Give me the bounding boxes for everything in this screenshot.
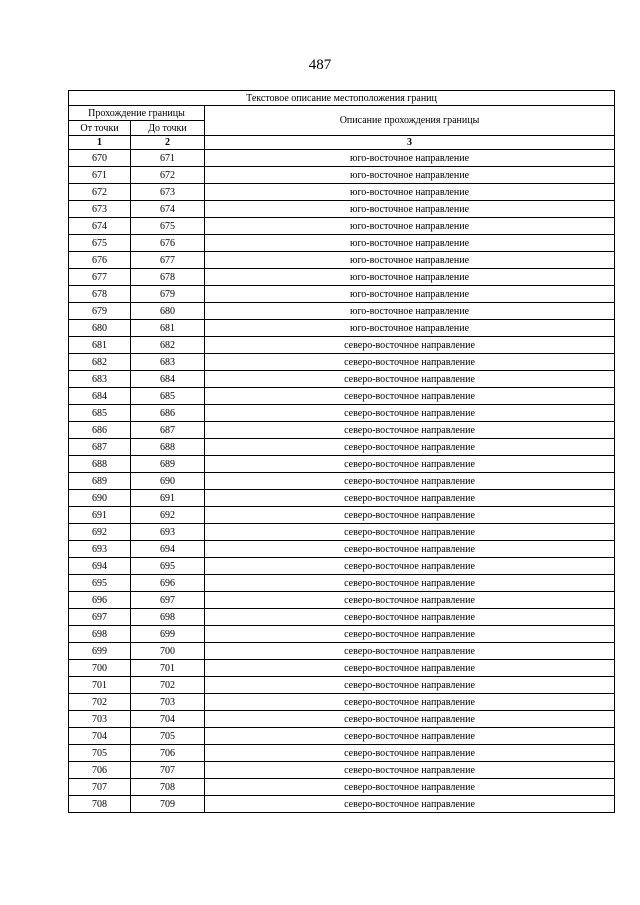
- from-point-cell: 673: [69, 201, 131, 218]
- table-body: [69, 150, 615, 813]
- description-cell: северо-восточное направление: [205, 745, 615, 762]
- table-group-row: [69, 106, 615, 121]
- description-cell: северо-восточное направление: [205, 371, 615, 388]
- group-header-boundary-passage: Прохождение границы: [69, 106, 205, 121]
- to-point-cell: 701: [131, 660, 205, 677]
- table-row: [69, 150, 615, 167]
- description-cell: юго-восточное направление: [205, 320, 615, 337]
- column-number-3: 3: [205, 136, 615, 150]
- description-cell: северо-восточное направление: [205, 626, 615, 643]
- to-point-cell: 693: [131, 524, 205, 541]
- from-point-cell: 678: [69, 286, 131, 303]
- description-cell: северо-восточное направление: [205, 575, 615, 592]
- to-point-cell: 692: [131, 507, 205, 524]
- table-row: [69, 745, 615, 762]
- from-point-cell: 708: [69, 796, 131, 813]
- boundary-description-table: [68, 90, 615, 813]
- from-point-cell: 697: [69, 609, 131, 626]
- to-point-cell: 683: [131, 354, 205, 371]
- table-row: [69, 371, 615, 388]
- to-point-cell: 671: [131, 150, 205, 167]
- table-row: [69, 507, 615, 524]
- to-point-cell: 679: [131, 286, 205, 303]
- description-cell: северо-восточное направление: [205, 388, 615, 405]
- table-row: [69, 626, 615, 643]
- to-point-cell: 709: [131, 796, 205, 813]
- from-point-cell: 671: [69, 167, 131, 184]
- to-point-cell: 704: [131, 711, 205, 728]
- from-point-cell: 698: [69, 626, 131, 643]
- from-point-cell: 682: [69, 354, 131, 371]
- description-cell: юго-восточное направление: [205, 235, 615, 252]
- description-cell: северо-восточное направление: [205, 558, 615, 575]
- to-point-cell: 706: [131, 745, 205, 762]
- header-description: Описание прохождения границы: [205, 106, 615, 136]
- to-point-cell: 699: [131, 626, 205, 643]
- to-point-cell: 697: [131, 592, 205, 609]
- to-point-cell: 675: [131, 218, 205, 235]
- description-cell: северо-восточное направление: [205, 660, 615, 677]
- to-point-cell: 682: [131, 337, 205, 354]
- from-point-cell: 674: [69, 218, 131, 235]
- from-point-cell: 683: [69, 371, 131, 388]
- from-point-cell: 695: [69, 575, 131, 592]
- from-point-cell: 681: [69, 337, 131, 354]
- table-row: [69, 303, 615, 320]
- to-point-cell: 685: [131, 388, 205, 405]
- table-row: [69, 388, 615, 405]
- from-point-cell: 702: [69, 694, 131, 711]
- table-row: [69, 490, 615, 507]
- description-cell: северо-восточное направление: [205, 677, 615, 694]
- table-row: [69, 269, 615, 286]
- description-cell: юго-восточное направление: [205, 286, 615, 303]
- to-point-cell: 681: [131, 320, 205, 337]
- to-point-cell: 698: [131, 609, 205, 626]
- to-point-cell: 690: [131, 473, 205, 490]
- table-row: [69, 473, 615, 490]
- table-row: [69, 252, 615, 269]
- table-row: [69, 320, 615, 337]
- description-cell: юго-восточное направление: [205, 218, 615, 235]
- to-point-cell: 674: [131, 201, 205, 218]
- from-point-cell: 694: [69, 558, 131, 575]
- to-point-cell: 689: [131, 456, 205, 473]
- description-cell: юго-восточное направление: [205, 303, 615, 320]
- description-cell: северо-восточное направление: [205, 796, 615, 813]
- from-point-cell: 701: [69, 677, 131, 694]
- description-cell: северо-восточное направление: [205, 473, 615, 490]
- description-cell: юго-восточное направление: [205, 184, 615, 201]
- table-row: [69, 354, 615, 371]
- description-cell: северо-восточное направление: [205, 507, 615, 524]
- table-row: [69, 609, 615, 626]
- column-numbers-row: [69, 136, 615, 150]
- to-point-cell: 684: [131, 371, 205, 388]
- description-cell: северо-восточное направление: [205, 337, 615, 354]
- table-row: [69, 439, 615, 456]
- description-cell: северо-восточное направление: [205, 354, 615, 371]
- table-row: [69, 728, 615, 745]
- column-number-2: 2: [131, 136, 205, 150]
- description-cell: северо-восточное направление: [205, 456, 615, 473]
- from-point-cell: 700: [69, 660, 131, 677]
- description-cell: северо-восточное направление: [205, 592, 615, 609]
- from-point-cell: 680: [69, 320, 131, 337]
- table-row: [69, 167, 615, 184]
- from-point-cell: 691: [69, 507, 131, 524]
- to-point-cell: 707: [131, 762, 205, 779]
- table-header: [69, 91, 615, 150]
- table-row: [69, 575, 615, 592]
- to-point-cell: 705: [131, 728, 205, 745]
- from-point-cell: 687: [69, 439, 131, 456]
- description-cell: северо-восточное направление: [205, 711, 615, 728]
- table-row: [69, 235, 615, 252]
- table-row: [69, 201, 615, 218]
- from-point-cell: 696: [69, 592, 131, 609]
- from-point-cell: 672: [69, 184, 131, 201]
- to-point-cell: 687: [131, 422, 205, 439]
- from-point-cell: 689: [69, 473, 131, 490]
- to-point-cell: 696: [131, 575, 205, 592]
- table-row: [69, 541, 615, 558]
- table-row: [69, 422, 615, 439]
- table-row: [69, 660, 615, 677]
- to-point-cell: 700: [131, 643, 205, 660]
- table-row: [69, 643, 615, 660]
- table-row: [69, 711, 615, 728]
- to-point-cell: 673: [131, 184, 205, 201]
- table-row: [69, 405, 615, 422]
- to-point-cell: 678: [131, 269, 205, 286]
- from-point-cell: 685: [69, 405, 131, 422]
- to-point-cell: 676: [131, 235, 205, 252]
- from-point-cell: 675: [69, 235, 131, 252]
- from-point-cell: 707: [69, 779, 131, 796]
- description-cell: северо-восточное направление: [205, 779, 615, 796]
- table-row: [69, 184, 615, 201]
- description-cell: северо-восточное направление: [205, 524, 615, 541]
- table-row: [69, 337, 615, 354]
- from-point-cell: 676: [69, 252, 131, 269]
- description-cell: северо-восточное направление: [205, 541, 615, 558]
- header-from-point: От точки: [69, 121, 131, 136]
- description-cell: северо-восточное направление: [205, 490, 615, 507]
- from-point-cell: 704: [69, 728, 131, 745]
- description-cell: северо-восточное направление: [205, 762, 615, 779]
- to-point-cell: 694: [131, 541, 205, 558]
- table-row: [69, 677, 615, 694]
- table-title: Текстовое описание местоположения границ: [69, 91, 615, 106]
- description-cell: северо-восточное направление: [205, 609, 615, 626]
- table-row: [69, 558, 615, 575]
- description-cell: северо-восточное направление: [205, 643, 615, 660]
- description-cell: юго-восточное направление: [205, 252, 615, 269]
- to-point-cell: 702: [131, 677, 205, 694]
- table-row: [69, 694, 615, 711]
- to-point-cell: 686: [131, 405, 205, 422]
- table-row: [69, 762, 615, 779]
- table-row: [69, 524, 615, 541]
- description-cell: северо-восточное направление: [205, 439, 615, 456]
- page-number: 487: [308, 57, 332, 73]
- table-row: [69, 592, 615, 609]
- to-point-cell: 688: [131, 439, 205, 456]
- description-cell: юго-восточное направление: [205, 167, 615, 184]
- description-cell: северо-восточное направление: [205, 728, 615, 745]
- from-point-cell: 693: [69, 541, 131, 558]
- table-row: [69, 218, 615, 235]
- from-point-cell: 688: [69, 456, 131, 473]
- to-point-cell: 691: [131, 490, 205, 507]
- description-cell: северо-восточное направление: [205, 405, 615, 422]
- from-point-cell: 703: [69, 711, 131, 728]
- table-row: [69, 456, 615, 473]
- to-point-cell: 677: [131, 252, 205, 269]
- description-cell: северо-восточное направление: [205, 422, 615, 439]
- table-row: [69, 779, 615, 796]
- to-point-cell: 672: [131, 167, 205, 184]
- from-point-cell: 686: [69, 422, 131, 439]
- to-point-cell: 695: [131, 558, 205, 575]
- table-row: [69, 286, 615, 303]
- column-number-1: 1: [69, 136, 131, 150]
- to-point-cell: 680: [131, 303, 205, 320]
- from-point-cell: 692: [69, 524, 131, 541]
- to-point-cell: 708: [131, 779, 205, 796]
- from-point-cell: 677: [69, 269, 131, 286]
- description-cell: юго-восточное направление: [205, 150, 615, 167]
- from-point-cell: 706: [69, 762, 131, 779]
- table-row: [69, 796, 615, 813]
- from-point-cell: 699: [69, 643, 131, 660]
- description-cell: юго-восточное направление: [205, 201, 615, 218]
- from-point-cell: 690: [69, 490, 131, 507]
- from-point-cell: 670: [69, 150, 131, 167]
- from-point-cell: 679: [69, 303, 131, 320]
- table-title-row: [69, 91, 615, 106]
- from-point-cell: 684: [69, 388, 131, 405]
- description-cell: северо-восточное направление: [205, 694, 615, 711]
- header-to-point: До точки: [131, 121, 205, 136]
- from-point-cell: 705: [69, 745, 131, 762]
- to-point-cell: 703: [131, 694, 205, 711]
- description-cell: юго-восточное направление: [205, 269, 615, 286]
